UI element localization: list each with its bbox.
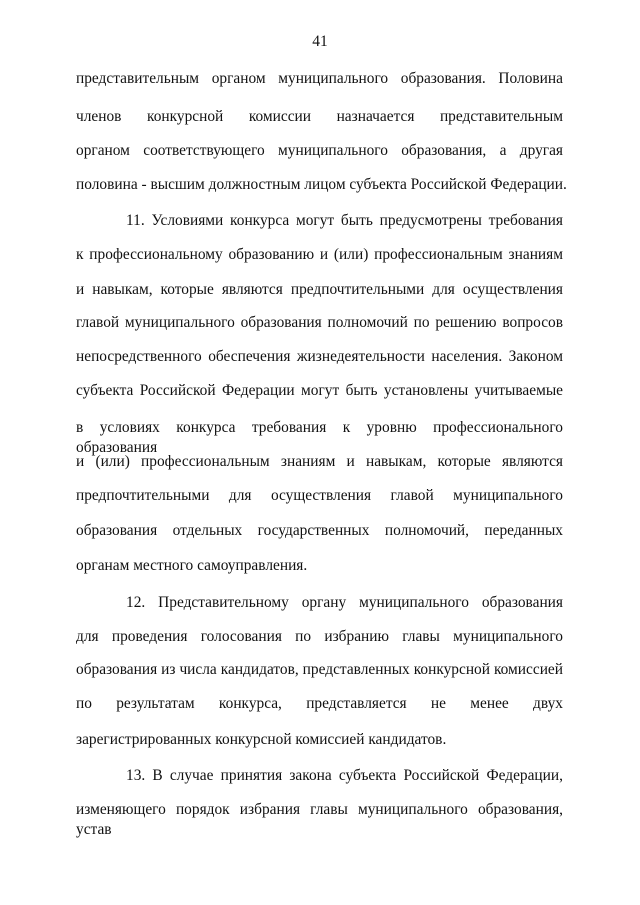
text-line: и (или) профессиональным знаниям и навыкам, которые являются <box>76 453 563 470</box>
text-line: предпочтительными для осуществления главой муниципального <box>76 487 563 504</box>
text-line: образования из числа кандидатов, представленных конкурсной комиссией <box>76 661 563 678</box>
text-line: зарегистрированных конкурсной комиссией кандидатов. <box>76 731 447 748</box>
text-line: 12. Представительному органу муниципального образования <box>126 594 563 611</box>
text-line: изменяющего порядок избрания главы муниципального образования, устав <box>76 801 563 838</box>
text-line: в условиях конкурса требования к уровню профессионального образования <box>76 419 563 456</box>
text-line: к профессиональному образованию и (или) профессиональным знаниям <box>76 246 563 263</box>
text-line: главой муниципального образования полномочий по решению вопросов <box>76 314 563 331</box>
text-line: представительным органом муниципального образования. Половина <box>76 70 563 87</box>
text-line: и навыкам, которые являются предпочтительными для осуществления <box>76 281 563 298</box>
text-line: для проведения голосования по избранию главы муниципального <box>76 628 563 645</box>
text-line: субъекта Российской Федерации могут быть установлены учитываемые <box>76 382 563 399</box>
text-line: органам местного самоуправления. <box>76 557 308 574</box>
text-line: 11. Условиями конкурса могут быть предусмотрены требования <box>126 212 563 229</box>
text-line: образования отдельных государственных полномочий, переданных <box>76 522 563 539</box>
text-line: половина - высшим должностным лицом субъекта Российской Федерации. <box>76 176 567 193</box>
page-number: 41 <box>312 33 328 50</box>
text-line: 13. В случае принятия закона субъекта Российской Федерации, <box>126 767 563 784</box>
text-line: органом соответствующего муниципального образования, а другая <box>76 142 563 159</box>
text-line: членов конкурсной комиссии назначается представительным <box>76 108 563 125</box>
text-line: по результатам конкурса, представляется не менее двух <box>76 695 563 712</box>
text-line: непосредственного обеспечения жизнедеятельности населения. Законом <box>76 348 563 365</box>
